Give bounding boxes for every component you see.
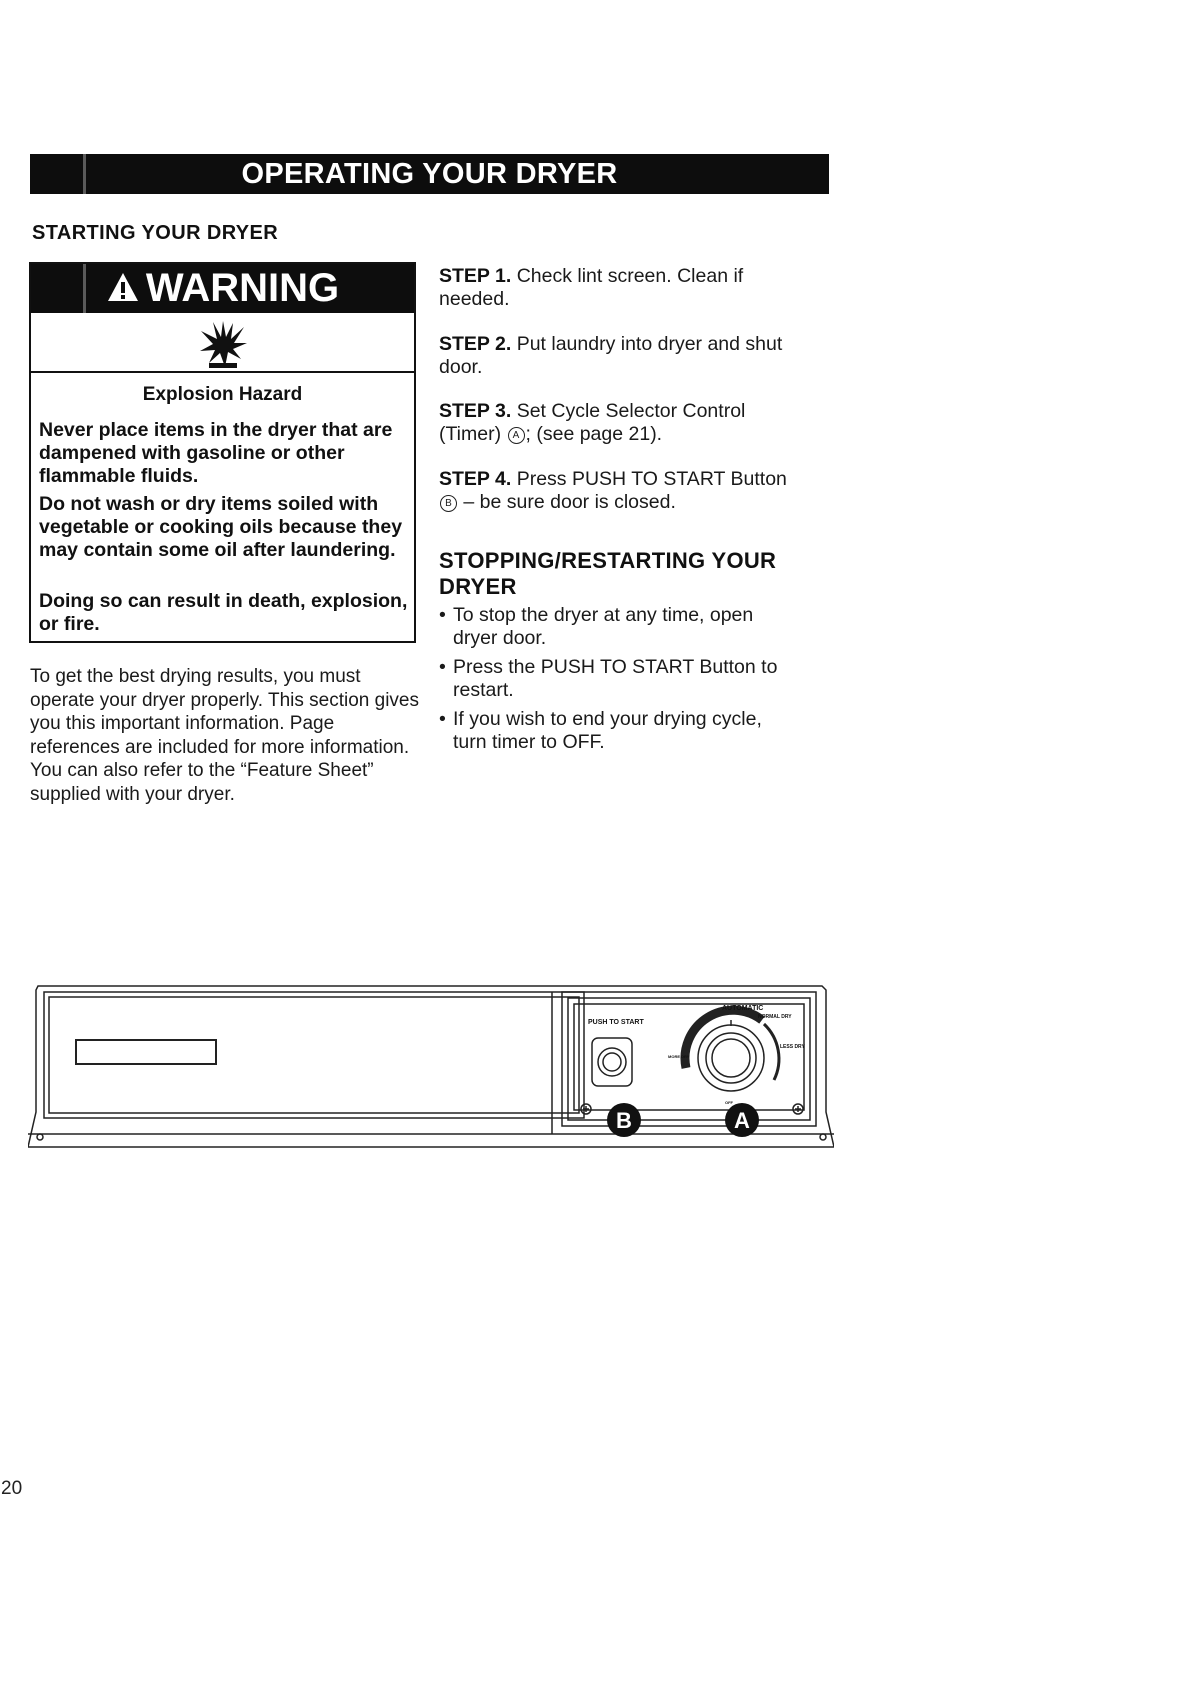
step-1: [439, 265, 799, 311]
stopping-bullet-2: • Press the PUSH TO START Button to restart.: [439, 656, 799, 702]
step-label: STEP 3.: [439, 400, 512, 422]
warning-triangle-icon: [106, 266, 140, 315]
warning-text-1: Never place items in the dryer that are dampened with gasoline or other flammable fluids.: [39, 419, 393, 487]
step-4: [439, 468, 799, 514]
callout-b-symbol: B: [440, 495, 457, 512]
step-text-after: – be sure door is closed.: [458, 491, 676, 513]
step-label: STEP 4.: [439, 468, 512, 490]
step-label: STEP 2.: [439, 333, 512, 355]
warning-header: [31, 264, 414, 313]
dial-off-label: OFF: [725, 1100, 733, 1105]
dryer-control-panel-illustration: [28, 982, 834, 1154]
callout-a-symbol: A: [508, 427, 525, 444]
section-banner: [30, 154, 829, 194]
stopping-bullet-1: • To stop the dryer at any time, open dryer door.: [439, 604, 799, 650]
banner-divider: [83, 154, 86, 194]
intro-paragraph: To get the best drying results, you must operate your dryer properly. This section gives you this important information. Page references are included for more information. You can also refer to the “Feature Sheet” supplied with your dryer.: [30, 666, 419, 805]
warning-heading: WARNING: [145, 266, 340, 310]
step-label: STEP 1.: [439, 265, 512, 287]
page-number: 20: [1, 1478, 23, 1499]
explosion-icon: [197, 319, 249, 369]
dial-normal-label: NORMAL DRY: [758, 1014, 792, 1020]
dial-more-label: MORE DRY: [668, 1054, 690, 1059]
callout-a-letter: A: [734, 1108, 750, 1133]
step-2: [439, 333, 799, 379]
step-text: Press PUSH TO START Button: [516, 468, 787, 490]
warning-box: [29, 262, 416, 643]
stopping-title: STOPPING/RESTARTING YOUR DRYER: [439, 548, 777, 599]
step-text: Check lint screen. Clean if needed.: [439, 265, 744, 310]
step-text: Put laundry into dryer and shut door.: [439, 333, 783, 378]
warning-text-2: Do not wash or dry items soiled with vegetable or cooking oils because they may contain some oil after laundering.: [39, 493, 403, 561]
section-title: STARTING YOUR DRYER: [32, 222, 279, 244]
step-3: [439, 400, 799, 446]
callout-a: [725, 1103, 759, 1137]
warning-header-divider: [83, 264, 86, 313]
push-to-start-label: PUSH TO START: [588, 1019, 644, 1026]
step-text: Set Cycle Selector Control (Timer): [439, 400, 746, 445]
hazard-symbol-area: [31, 313, 414, 373]
hazard-title: Explosion Hazard: [142, 384, 303, 405]
warning-text-3: Doing so can result in death, explosion, or fire.: [39, 590, 408, 635]
callout-b-letter: B: [616, 1108, 632, 1133]
callout-b: [607, 1103, 641, 1137]
stopping-bullet-3: • If you wish to end your drying cycle, turn timer to OFF.: [439, 708, 799, 754]
dial-less-label: LESS DRY: [780, 1044, 805, 1050]
dial-automatic-label: AUTOMATIC: [722, 1005, 764, 1012]
banner-title: OPERATING YOUR DRYER: [241, 158, 618, 190]
step-text-after: ; (see page 21).: [525, 423, 663, 445]
